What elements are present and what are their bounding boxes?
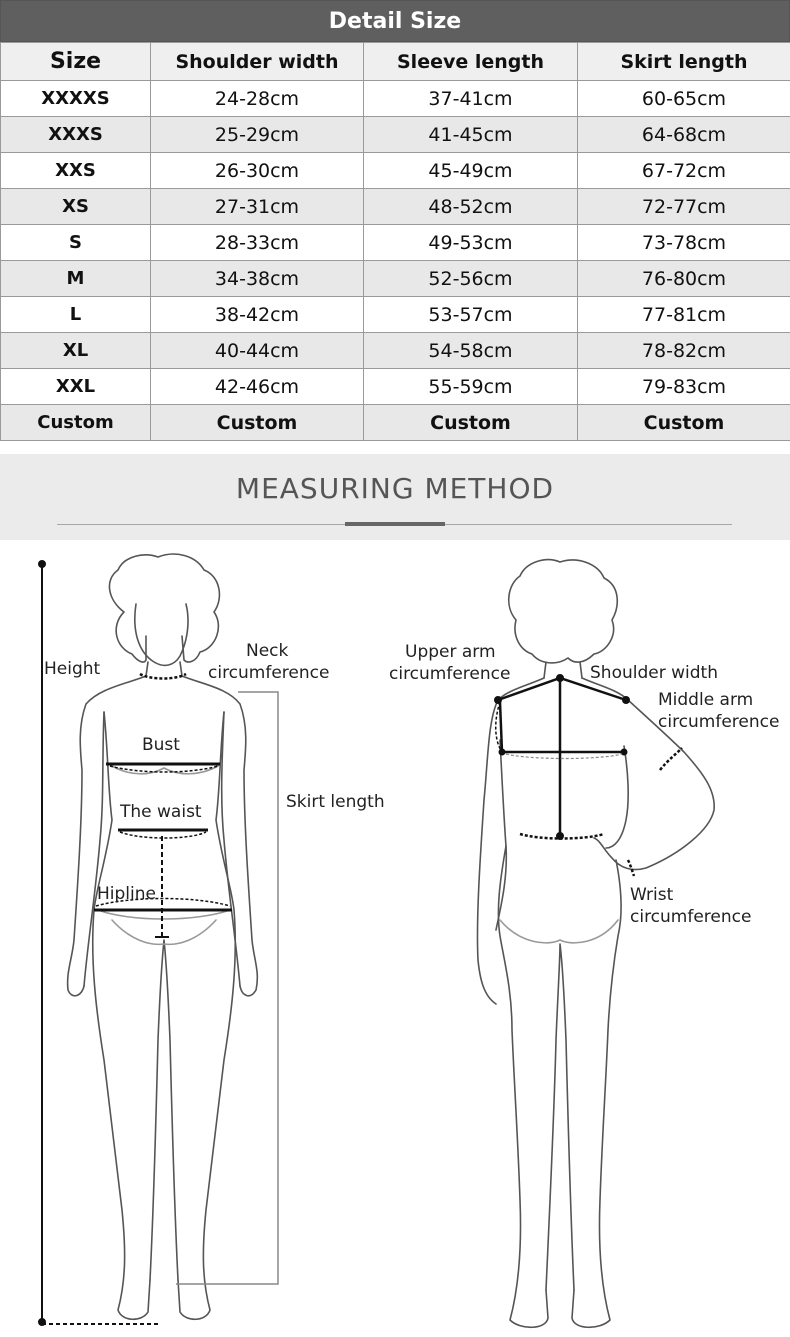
shoulder-cell: 26-30cm xyxy=(151,153,364,189)
label-wrist-line2: circumference xyxy=(630,907,752,927)
skirt-cell: 67-72cm xyxy=(578,153,790,189)
shoulder-cell: 27-31cm xyxy=(151,189,364,225)
table-row xyxy=(1,297,790,333)
shoulder-cell: Custom xyxy=(151,405,364,441)
section-title: MEASURING METHOD xyxy=(235,472,555,505)
label-height: Height xyxy=(44,659,101,679)
shoulder-cell: 24-28cm xyxy=(151,81,364,117)
label-bust: Bust xyxy=(142,735,180,755)
shoulder-cell: 42-46cm xyxy=(151,369,364,405)
sleeve-cell: 49-53cm xyxy=(364,225,578,261)
header-size: Size xyxy=(1,43,151,81)
table-row xyxy=(1,333,790,369)
sleeve-cell: 55-59cm xyxy=(364,369,578,405)
shoulder-cell: 34-38cm xyxy=(151,261,364,297)
size-cell: XS xyxy=(1,189,151,225)
skirt-cell: 60-65cm xyxy=(578,81,790,117)
sleeve-cell: 48-52cm xyxy=(364,189,578,225)
label-neck-line1: Neck xyxy=(246,641,289,661)
skirt-cell: 77-81cm xyxy=(578,297,790,333)
label-neck-line2: circumference xyxy=(208,663,330,683)
skirt-cell: 73-78cm xyxy=(578,225,790,261)
measurement-illustration xyxy=(0,540,790,1337)
size-cell: XXXXS xyxy=(1,81,151,117)
size-cell: Custom xyxy=(1,405,151,441)
label-shoulder-width: Shoulder width xyxy=(590,663,718,683)
shoulder-cell: 40-44cm xyxy=(151,333,364,369)
table-row xyxy=(1,153,790,189)
header-skirt-length: Skirt length xyxy=(578,43,790,81)
shoulder-cell: 25-29cm xyxy=(151,117,364,153)
sleeve-cell: 53-57cm xyxy=(364,297,578,333)
label-skirt-length: Skirt length xyxy=(286,792,385,812)
wrist-measure-line xyxy=(628,860,634,876)
sleeve-cell: 37-41cm xyxy=(364,81,578,117)
measuring-method-banner xyxy=(0,454,790,540)
size-chart xyxy=(0,42,790,441)
shoulder-cell: 38-42cm xyxy=(151,297,364,333)
size-cell: L xyxy=(1,297,151,333)
table-row xyxy=(1,81,790,117)
skirt-length-bracket xyxy=(176,692,278,1284)
sleeve-cell: 45-49cm xyxy=(364,153,578,189)
skirt-cell: Custom xyxy=(578,405,790,441)
label-upper-arm-line1: Upper arm xyxy=(405,642,496,662)
shoulder-cell: 28-33cm xyxy=(151,225,364,261)
title-divider-accent xyxy=(345,522,445,526)
middle-arm-measure-line xyxy=(660,748,682,770)
skirt-cell: 78-82cm xyxy=(578,333,790,369)
table-row xyxy=(1,369,790,405)
size-cell: XL xyxy=(1,333,151,369)
size-cell: S xyxy=(1,225,151,261)
size-cell: M xyxy=(1,261,151,297)
label-middle-arm-line1: Middle arm xyxy=(658,690,754,710)
size-cell: XXXS xyxy=(1,117,151,153)
label-middle-arm-line2: circumference xyxy=(658,712,780,732)
header-row xyxy=(1,43,790,81)
header-sleeve-length: Sleeve length xyxy=(364,43,578,81)
sleeve-cell: 41-45cm xyxy=(364,117,578,153)
label-waist: The waist xyxy=(120,802,202,822)
table-row xyxy=(1,189,790,225)
size-cell: XXS xyxy=(1,153,151,189)
table-row xyxy=(1,225,790,261)
skirt-cell: 64-68cm xyxy=(578,117,790,153)
size-table xyxy=(0,0,790,441)
upper-arm-measure-line xyxy=(496,702,627,759)
skirt-cell: 72-77cm xyxy=(578,189,790,225)
table-row xyxy=(1,405,790,441)
table-row xyxy=(1,261,790,297)
table-row xyxy=(1,117,790,153)
skirt-cell: 76-80cm xyxy=(578,261,790,297)
table-title: Detail Size xyxy=(0,0,790,42)
sleeve-cell: 54-58cm xyxy=(364,333,578,369)
skirt-cell: 79-83cm xyxy=(578,369,790,405)
label-hipline: Hipline xyxy=(97,884,156,904)
label-upper-arm-line2: circumference xyxy=(389,664,511,684)
sleeve-cell: Custom xyxy=(364,405,578,441)
size-cell: XXL xyxy=(1,369,151,405)
label-wrist-line1: Wrist xyxy=(630,885,674,905)
sleeve-cell: 52-56cm xyxy=(364,261,578,297)
header-shoulder-width: Shoulder width xyxy=(151,43,364,81)
